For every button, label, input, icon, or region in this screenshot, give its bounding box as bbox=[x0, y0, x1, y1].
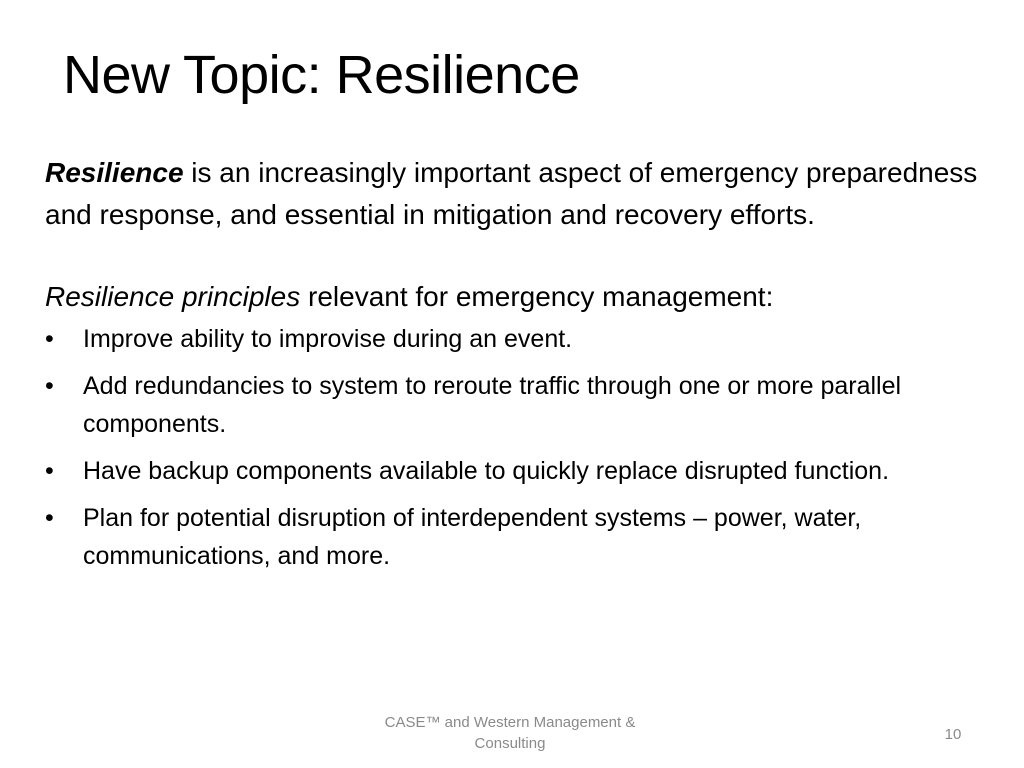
list-item-text: Plan for potential disruption of interdependent systems – power, water, communications, and more. bbox=[83, 504, 862, 570]
list-item-text: Improve ability to improvise during an event. bbox=[83, 325, 573, 353]
principles-list bbox=[45, 320, 980, 575]
list-item bbox=[45, 452, 980, 490]
bullet-icon: • bbox=[45, 325, 54, 353]
intro-paragraph bbox=[45, 152, 980, 236]
list-item bbox=[45, 320, 980, 358]
bullet-icon: • bbox=[45, 457, 54, 485]
list-item-text: Have backup components available to quickly replace disrupted function. bbox=[83, 457, 890, 485]
principles-text: relevant for emergency management: bbox=[300, 281, 774, 312]
slide-body bbox=[45, 152, 980, 584]
bullet-icon: • bbox=[45, 504, 54, 532]
slide-footer: CASE™ and Western Management & Consulting bbox=[384, 714, 636, 752]
principles-term: Resilience principles bbox=[45, 281, 301, 312]
slide-title: New Topic: Resilience bbox=[63, 45, 580, 105]
principles-heading bbox=[45, 276, 980, 318]
intro-text: is an increasingly important aspect of emergency preparedness and response, and essential in mitigation and recovery efforts. bbox=[45, 157, 978, 230]
bullet-icon: • bbox=[45, 372, 54, 400]
list-item bbox=[45, 499, 980, 575]
intro-term: Resilience bbox=[45, 157, 184, 188]
list-item-text: Add redundancies to system to reroute traffic through one or more parallel components. bbox=[83, 372, 902, 438]
page-number: 10 bbox=[944, 726, 962, 743]
list-item bbox=[45, 367, 980, 443]
